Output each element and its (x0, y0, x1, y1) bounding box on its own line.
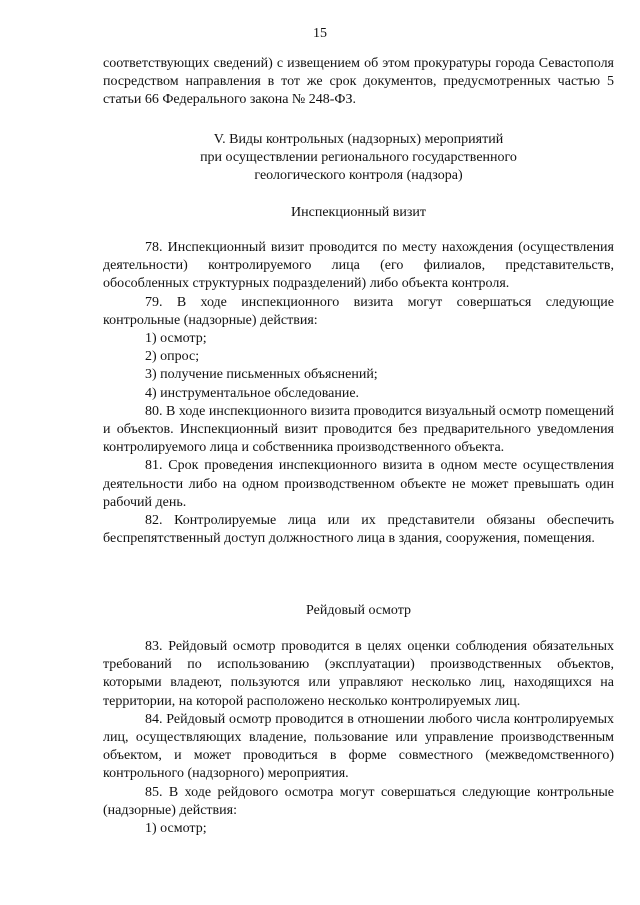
list-item: 2) опрос; (145, 349, 200, 365)
list-item: 4) инструментальное обследование. (145, 385, 360, 401)
intro-paragraph: соответствующих сведений) с извещением об этом прокуратуры города Севастополя посредством направления в тот же срок документов, предусмотренных частью 5 статьи 66 Федерального закона № 248-ФЗ. (103, 56, 614, 108)
paragraph-80: 80. В ходе инспекционного визита проводится визуальный осмотр помещений и объектов. Инспекционный визит проводится без предварительного уведомления контролируемого лица и собственника производственного объекта. (103, 403, 614, 456)
subsection-title-text: Инспекционный визит (291, 205, 426, 220)
section-heading-line-2: при осуществлении регионального государственного (200, 150, 517, 166)
paragraph-79: 79. В ходе инспекционного визита могут совершаться следующие контрольные (надзорные) действия: (103, 294, 614, 328)
raid-inspection-body (103, 638, 614, 838)
list-item: 3) получение письменных объяснений; (145, 367, 378, 383)
section-heading-line-3: геологического контроля (надзора) (254, 168, 463, 184)
inspection-visit-body (103, 239, 614, 548)
paragraph-82: 82. Контролируемые лица или их представители обязаны обеспечить беспрепятственный доступ должностного лица в здания, сооружения, помещения. (103, 513, 614, 547)
paragraph-84: 84. Рейдовый осмотр проводится в отношении любого числа контролируемых лиц, осуществляющих владение, пользование или управление производственным объектом, и может проводиться в форме совместного (межведомственного) контрольного (надзорного) мероприятия. (103, 711, 614, 782)
page-number: 15 (313, 26, 327, 41)
intro-paragraph-block (103, 55, 614, 110)
list-item: 1) осмотр; (145, 331, 207, 347)
paragraph-85: 85. В ходе рейдового осмотра могут совершаться следующие контрольные (надзорные) действия: (103, 784, 614, 818)
section-heading (103, 131, 614, 186)
paragraph-78: 78. Инспекционный визит проводится по месту нахождения (осуществления деятельности) контролируемого лица (его филиалов, представительств, обособленных структурных подразделений) либо объекта контроля. (103, 240, 614, 292)
section-heading-line-1: V. Виды контрольных (надзорных) мероприятий (213, 132, 504, 147)
subsection-title-text: Рейдовый осмотр (306, 603, 411, 618)
list-item: 1) осмотр; (145, 821, 207, 837)
subsection-title-inspection-visit (103, 204, 614, 222)
paragraph-81: 81. Срок проведения инспекционного визита в одном месте осуществления деятельности либо на одном производственном объекте не может превышать один рабочий день. (103, 458, 614, 510)
paragraph-83: 83. Рейдовый осмотр проводится в целях оценки соблюдения обязательных требований по использованию (эксплуатации) производственных объектов, которыми владеют, пользуются или управляют несколько лиц, находящихся на территории, на которой расположено несколько контролируемых лиц. (103, 639, 614, 709)
subsection-title-raid-inspection (103, 602, 614, 620)
